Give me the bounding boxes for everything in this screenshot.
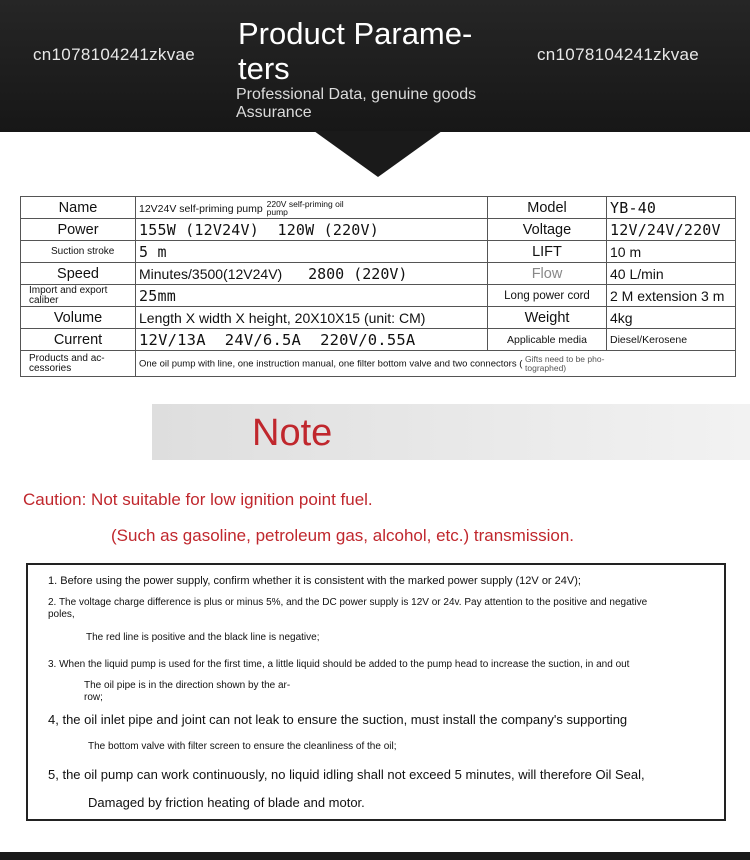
instruction-2b: poles, (48, 609, 75, 620)
volume-label: Volume (21, 307, 136, 329)
current-label: Current (21, 329, 136, 351)
name-value-2: 220V self-priming oil pump (266, 199, 344, 218)
flow-label: Flow (488, 263, 607, 285)
table-row (21, 219, 736, 241)
table-row (21, 351, 736, 377)
flow-value: 40 L/min (607, 263, 736, 285)
speed-value (136, 263, 488, 285)
cord-label: Long power cord (488, 285, 607, 307)
caution-line-1: Caution: Not suitable for low ignition point fuel. (23, 490, 373, 509)
caution-line-2: (Such as gasoline, petroleum gas, alcohol, etc.) transmission. (111, 526, 575, 545)
model-value: YB-40 (607, 197, 736, 219)
voltage-label: Voltage (488, 219, 607, 241)
caliber-label: Import and export caliber (21, 285, 136, 307)
page-subtitle: Professional Data, genuine goods Assurance (236, 86, 477, 121)
table-row (21, 307, 736, 329)
accessories-note: Gifts need to be pho-tographed) (525, 353, 605, 373)
note-heading: Note (252, 412, 333, 454)
instruction-5a: 5, the oil pump can work continuously, no liquid idling shall not exceed 5 minutes, will therefore Oil Seal, (48, 767, 645, 782)
power-value: 155W (12V24V) 120W (220V) (136, 219, 488, 241)
media-value: Diesel/Kerosene (607, 329, 736, 351)
speed-label: Speed (21, 263, 136, 285)
speed-value-2: 2800 (220V) (308, 264, 408, 283)
name-label: Name (21, 197, 136, 219)
parameters-table (20, 196, 736, 377)
page-title: Product Parame-ters (238, 16, 473, 86)
instruction-3a: 3. When the liquid pump is used for the first time, a little liquid should be added to the pump head to increase the suction, in and out (48, 659, 630, 670)
instruction-3c: row; (84, 692, 103, 703)
caliber-value: 25mm (136, 285, 488, 307)
power-label: Power (21, 219, 136, 241)
note-banner (152, 404, 750, 460)
table-row (21, 197, 736, 219)
instruction-2a: 2. The voltage charge difference is plus or minus 5%, and the DC power supply is 12V or 24v. Pay attention to the positive and negative (48, 597, 648, 608)
accessories-value: One oil pump with line, one instruction manual, one filter bottom valve and two connectors ( (139, 358, 523, 370)
volume-value: Length X width X height, 20X10X15 (unit: CM) (136, 307, 488, 329)
table-row (21, 285, 736, 307)
cord-value: 2 M extension 3 m (607, 285, 736, 307)
table-row (21, 329, 736, 351)
instruction-4a: 4, the oil inlet pipe and joint can not leak to ensure the suction, must install the company's supporting (48, 712, 628, 727)
weight-label: Weight (488, 307, 607, 329)
suction-label: Suction stroke (21, 241, 136, 263)
watermark-right: cn1078104241zkvae (537, 45, 700, 64)
instruction-5b: Damaged by friction heating of blade and motor. (88, 795, 365, 810)
table-row (21, 263, 736, 285)
header-banner (0, 0, 750, 132)
lift-label: LIFT (488, 241, 607, 263)
name-value-1: 12V24V self-priming pump (139, 202, 263, 215)
voltage-value: 12V/24V/220V (607, 219, 736, 241)
weight-value: 4kg (607, 307, 736, 329)
lift-value: 10 m (607, 241, 736, 263)
accessories-label: Products and ac-cessories (21, 351, 136, 377)
instruction-4b: The bottom valve with filter screen to ensure the cleanliness of the oil; (88, 741, 397, 752)
instruction-2c: The red line is positive and the black line is negative; (86, 632, 320, 643)
suction-value: 5 m (136, 241, 488, 263)
speed-value-1: Minutes/3500(12V24V) (139, 265, 283, 282)
instruction-1: 1. Before using the power supply, confirm whether it is consistent with the marked power supply (12V or 24V); (48, 575, 581, 587)
current-value: 12V/13A 24V/6.5A 220V/0.55A (136, 329, 488, 351)
media-label: Applicable media (488, 329, 607, 351)
name-value (136, 197, 488, 219)
model-label: Model (488, 197, 607, 219)
table-row (21, 241, 736, 263)
watermark-left: cn1078104241zkvae (33, 45, 196, 64)
instructions-box (26, 563, 726, 821)
down-arrow-shape (314, 131, 442, 177)
accessories-value-cell (136, 351, 736, 377)
bottom-rule (0, 852, 750, 860)
instruction-3b: The oil pipe is in the direction shown by the ar- (84, 680, 291, 691)
